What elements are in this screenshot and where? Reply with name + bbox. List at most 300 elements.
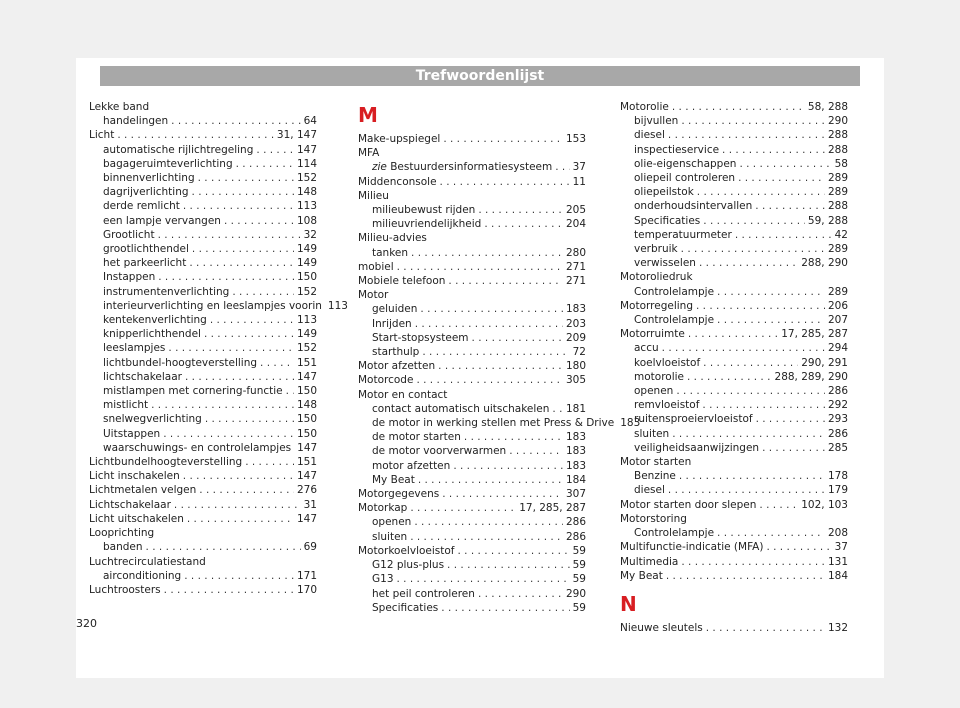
index-column-2 xyxy=(358,100,641,615)
dot-leader xyxy=(183,469,294,483)
dot-leader xyxy=(245,455,294,469)
index-entry-term: Motorolie xyxy=(620,101,669,113)
index-heading: Motor en contact xyxy=(358,388,448,401)
dot-leader xyxy=(422,345,569,359)
index-entry xyxy=(89,199,317,213)
index-entry-page: 148 xyxy=(296,399,317,412)
dot-leader xyxy=(703,356,798,370)
index-entry xyxy=(89,398,317,412)
index-entry-term: remvloeistof xyxy=(634,399,700,412)
index-entry-term: veiligheidsaanwijzingen xyxy=(634,441,760,454)
index-entry-page: 11 xyxy=(572,175,586,188)
dot-leader xyxy=(199,483,294,497)
index-entry-page: 293 xyxy=(827,413,848,426)
dot-leader xyxy=(717,313,825,327)
page-header xyxy=(100,66,860,86)
dot-leader xyxy=(440,175,570,189)
index-entry-page: 290 xyxy=(565,587,586,600)
index-entry-page: 153 xyxy=(565,133,586,145)
index-entry xyxy=(620,199,848,213)
index-entry xyxy=(89,185,317,199)
index-entry-page: 285 xyxy=(827,441,848,454)
index-entry-term: contact automatisch uitschakelen xyxy=(372,402,550,415)
index-entry-term: het peil controleren xyxy=(372,587,475,600)
index-entry-page: 151 xyxy=(296,356,317,369)
dot-leader xyxy=(232,285,294,299)
see-reference-target: Bestuurdersinformatiesysteem xyxy=(386,161,553,174)
index-entry xyxy=(620,100,848,114)
dot-leader xyxy=(443,132,563,146)
index-entry xyxy=(358,444,586,458)
index-entry-page: 17, 285, 287 xyxy=(519,502,586,515)
index-entry-page: 183 xyxy=(565,459,586,472)
index-entry-page: 286 xyxy=(565,516,586,529)
index-list-m xyxy=(358,132,641,615)
index-entry-term: Motor starten door slepen xyxy=(620,498,757,511)
dot-leader xyxy=(183,199,294,213)
index-entry-term: openen xyxy=(634,385,674,398)
index-entry-term: koelvloeistof xyxy=(634,356,701,369)
index-entry-page: 183 xyxy=(565,303,586,316)
index-entry-term: Inrijden xyxy=(372,317,412,330)
index-entry-term: openen xyxy=(372,516,412,529)
index-entry-page: 286 xyxy=(827,385,848,398)
index-entry xyxy=(89,455,317,469)
index-heading: Motorstoring xyxy=(620,512,687,525)
index-entry-page: 286 xyxy=(827,427,848,440)
index-entry-term: Middenconsole xyxy=(358,175,437,188)
dot-leader xyxy=(397,260,563,274)
index-entry-page: 59 xyxy=(572,601,586,614)
index-entry xyxy=(358,587,586,601)
index-entry-term: Make-upspiegel xyxy=(358,133,441,145)
index-entry-page: 37 xyxy=(572,161,586,174)
index-entry-page: 289 xyxy=(827,285,848,298)
dot-leader xyxy=(210,313,294,327)
dot-leader xyxy=(706,621,825,635)
index-entry-term: Motorkoelvloeistof xyxy=(358,544,455,557)
index-entry-page: 113 xyxy=(296,200,317,213)
index-entry-term: G13 xyxy=(372,573,394,586)
index-entry-term: bagageruimteverlichting xyxy=(103,157,233,170)
index-entry xyxy=(620,427,848,441)
dot-leader xyxy=(756,412,825,426)
index-entry-term: Motorcode xyxy=(358,374,414,387)
index-entry-page: 206 xyxy=(827,299,848,312)
dot-leader xyxy=(478,587,563,601)
index-entry-term: onderhoudsintervallen xyxy=(634,200,753,213)
index-entry-term: olie-eigenschappen xyxy=(634,157,737,170)
section-letter-n: N xyxy=(620,591,637,616)
index-entry-page: 288 xyxy=(827,200,848,213)
index-entry-page: 209 xyxy=(565,331,586,344)
index-entry xyxy=(620,313,848,327)
index-entry xyxy=(89,256,317,270)
index-entry xyxy=(620,483,848,497)
index-entry xyxy=(89,171,317,185)
dot-leader xyxy=(699,256,798,270)
dot-leader xyxy=(442,487,563,501)
index-entry-term: My Beat xyxy=(372,473,415,486)
index-list-n xyxy=(620,621,848,635)
index-entry-page: 37 xyxy=(834,541,848,554)
index-entry-page: 203 xyxy=(565,317,586,330)
index-entry-term: waarschuwings- en controlelampjes xyxy=(103,441,292,454)
index-entry-page: 147 xyxy=(296,370,317,383)
dot-leader xyxy=(158,270,294,284)
index-entry xyxy=(89,143,317,157)
index-entry-page: 151 xyxy=(296,456,317,469)
index-entry xyxy=(358,402,586,416)
index-entry-term: milieuvriendelijkheid xyxy=(372,218,482,231)
index-entry xyxy=(358,515,586,529)
dot-leader xyxy=(192,185,294,199)
index-column-3 xyxy=(620,100,848,635)
dot-leader xyxy=(453,459,563,473)
dot-leader xyxy=(146,540,301,554)
index-entry xyxy=(620,128,848,142)
dot-leader xyxy=(478,203,563,217)
index-entry-page: 290 xyxy=(827,115,848,128)
index-entry xyxy=(358,359,586,373)
index-entry-term: leeslampjes xyxy=(103,342,166,355)
index-entry-term: binnenverlichting xyxy=(103,172,195,185)
index-entry xyxy=(620,569,848,583)
index-entry-page: 184 xyxy=(827,569,848,582)
index-entry xyxy=(89,498,317,512)
index-entry xyxy=(620,185,848,199)
index-entry-page: 178 xyxy=(827,470,848,483)
index-entry-term: oliepeilstok xyxy=(634,186,694,199)
index-entry-page: 171 xyxy=(296,569,317,582)
index-entry-term: dagrijverlichting xyxy=(103,186,189,199)
index-entry-page: 113 xyxy=(327,299,348,312)
index-entry-term: My Beat xyxy=(620,569,663,582)
index-entry xyxy=(89,427,317,441)
dot-leader xyxy=(189,256,294,270)
dot-leader xyxy=(679,469,825,483)
index-entry xyxy=(89,370,317,384)
index-entry xyxy=(358,544,586,558)
index-entry-page: 59 xyxy=(572,573,586,586)
index-entry xyxy=(620,370,848,384)
index-entry-page: 59, 288 xyxy=(807,214,848,227)
index-entry-page: 289 xyxy=(827,186,848,199)
index-entry-term: mistlampen met cornering-functie xyxy=(103,385,283,398)
dot-leader xyxy=(418,473,563,487)
dot-leader xyxy=(766,540,831,554)
index-entry-term: knipperlichthendel xyxy=(103,328,201,341)
index-entry-page: 288, 289, 290 xyxy=(774,370,848,383)
dot-leader xyxy=(224,214,294,228)
dot-leader xyxy=(438,359,563,373)
dot-leader xyxy=(681,555,825,569)
index-entry-page: 31, 147 xyxy=(276,129,317,142)
index-entry-term: Instappen xyxy=(103,271,156,284)
index-entry-page: 289 xyxy=(827,243,848,256)
index-entry xyxy=(620,384,848,398)
dot-leader xyxy=(458,544,570,558)
index-entry-page: 59 xyxy=(572,544,586,557)
index-entry-page: 147 xyxy=(296,143,317,156)
dot-leader xyxy=(555,160,569,174)
index-entry xyxy=(620,469,848,483)
index-entry-term: lichtbundel-hoogteverstelling xyxy=(103,356,258,369)
index-heading: Looprichting xyxy=(89,527,155,540)
index-entry xyxy=(358,487,586,501)
index-entry-term: Uitstappen xyxy=(103,427,161,440)
dot-leader xyxy=(464,430,563,444)
dot-leader xyxy=(397,572,570,586)
dot-leader xyxy=(762,441,825,455)
index-entry-page: 288 xyxy=(827,129,848,142)
index-entry-term: Motor afzetten xyxy=(358,360,436,373)
index-entry xyxy=(620,285,848,299)
dot-leader xyxy=(739,157,831,171)
index-entry-page: 290, 291 xyxy=(801,356,848,369)
index-column-1 xyxy=(89,100,348,597)
index-entry-page: 150 xyxy=(296,413,317,426)
index-entry-page: 152 xyxy=(296,342,317,355)
index-entry xyxy=(358,416,641,430)
index-entry xyxy=(620,555,848,569)
index-entry-page: 131 xyxy=(827,555,848,568)
index-entry xyxy=(89,540,317,554)
dot-leader xyxy=(236,157,294,171)
dot-leader xyxy=(702,398,825,412)
index-entry xyxy=(620,621,848,635)
index-heading: MFA xyxy=(358,147,380,160)
index-entry-page: 207 xyxy=(827,314,848,327)
index-entry xyxy=(358,217,586,231)
index-entry-page: 69 xyxy=(303,541,317,554)
index-heading: Luchtrecirculatiestand xyxy=(89,555,206,568)
index-entry-term: Multimedia xyxy=(620,555,679,568)
index-entry-term: sluiten xyxy=(634,427,670,440)
index-entry-term: Nieuwe sleutels xyxy=(620,621,703,634)
index-entry xyxy=(358,317,586,331)
index-entry-term: handelingen xyxy=(103,115,169,128)
index-entry-term: kentekenverlichting xyxy=(103,314,207,327)
index-entry-term: Licht uitschakelen xyxy=(89,512,184,525)
index-entry-term: de motor voorverwarmen xyxy=(372,445,507,458)
dot-leader xyxy=(447,558,570,572)
dot-leader xyxy=(286,384,294,398)
index-heading: Milieu-advies xyxy=(358,232,427,245)
dot-leader xyxy=(668,483,825,497)
index-entry xyxy=(358,160,586,174)
index-entry-term: interieurverlichting en leeslampjes voorin xyxy=(103,299,322,312)
index-entry-term: Grootlicht xyxy=(103,228,155,241)
index-entry xyxy=(89,313,317,327)
index-heading: Milieu xyxy=(358,189,389,202)
dot-leader xyxy=(171,114,300,128)
index-entry-page: 150 xyxy=(296,427,317,440)
index-entry-page: 150 xyxy=(296,385,317,398)
dot-leader xyxy=(410,501,516,515)
index-entry-term: tanken xyxy=(372,246,409,259)
index-entry-page: 42 xyxy=(834,228,848,241)
index-entry xyxy=(358,132,586,146)
dot-leader xyxy=(688,327,778,341)
index-entry-term: Motorruimte xyxy=(620,328,685,341)
index-entry-term: starthulp xyxy=(372,346,420,359)
index-entry xyxy=(358,345,586,359)
dot-leader xyxy=(662,341,825,355)
index-entry xyxy=(358,601,586,615)
index-entry xyxy=(358,558,586,572)
index-entry-term: de motor starten xyxy=(372,431,461,444)
dot-leader xyxy=(738,171,825,185)
index-entry xyxy=(89,228,317,242)
index-entry-page: 17, 285, 287 xyxy=(781,328,848,341)
index-entry-term: diesel xyxy=(634,484,665,497)
index-entry-term: temperatuurmeter xyxy=(634,228,732,241)
dot-leader xyxy=(164,583,294,597)
index-entry-term: banden xyxy=(103,541,143,554)
index-entry-page: 208 xyxy=(827,527,848,540)
dot-leader xyxy=(205,412,294,426)
index-entry xyxy=(358,473,586,487)
index-entry-page: 108 xyxy=(296,214,317,227)
index-entry-page: 307 xyxy=(565,488,586,501)
index-entry-page: 147 xyxy=(296,512,317,525)
dot-leader xyxy=(717,526,825,540)
index-entry xyxy=(89,242,317,256)
index-entry-page: 149 xyxy=(296,257,317,270)
index-entry-page: 276 xyxy=(296,484,317,497)
index-entry-page: 147 xyxy=(296,470,317,483)
dot-leader xyxy=(681,242,825,256)
dot-leader xyxy=(666,569,825,583)
index-page xyxy=(76,58,884,678)
dot-leader xyxy=(256,143,294,157)
dot-leader xyxy=(672,427,825,441)
page-number: 320 xyxy=(76,617,97,630)
index-entry xyxy=(89,341,317,355)
index-entry xyxy=(620,256,848,270)
index-entry xyxy=(620,341,848,355)
index-entry-term: motorolie xyxy=(634,370,684,383)
index-entry-page: 149 xyxy=(296,328,317,341)
index-entry-page: 32 xyxy=(303,228,317,241)
dot-leader xyxy=(472,331,563,345)
index-entry-page: 292 xyxy=(827,399,848,412)
index-entry xyxy=(89,214,317,228)
index-entry-term: lichtschakelaar xyxy=(103,370,182,383)
index-entry-page: 148 xyxy=(296,186,317,199)
index-entry xyxy=(358,530,586,544)
index-entry xyxy=(358,430,586,444)
index-entry-term: Motorregeling xyxy=(620,299,693,312)
dot-leader xyxy=(697,185,825,199)
index-entry-term: Mobiele telefoon xyxy=(358,275,446,288)
index-entry xyxy=(358,331,586,345)
index-entry-page: 31 xyxy=(303,498,317,511)
index-entry-page: 271 xyxy=(565,260,586,273)
index-entry-page: 183 xyxy=(565,445,586,458)
index-heading: Lekke band xyxy=(89,101,150,113)
see-reference-label: zie xyxy=(372,161,387,174)
index-entry-term: Lichtbundelhoogteverstelling xyxy=(89,456,243,469)
index-entry-term: grootlichthendel xyxy=(103,243,189,256)
index-entry-page: 72 xyxy=(572,346,586,359)
index-entry-term: Multifunctie-indicatie (MFA) xyxy=(620,541,764,554)
index-entry-page: 305 xyxy=(565,374,586,387)
index-entry-page: 280 xyxy=(565,246,586,259)
index-entry-page: 180 xyxy=(565,360,586,373)
dot-leader xyxy=(204,327,294,341)
index-entry-page: 183 xyxy=(620,417,641,430)
index-list-m-continued xyxy=(620,100,848,583)
dot-leader xyxy=(552,402,563,416)
index-entry xyxy=(89,512,317,526)
index-entry-term: Motorkap xyxy=(358,502,408,515)
index-entry xyxy=(620,327,848,341)
dot-leader xyxy=(696,299,825,313)
index-entry xyxy=(620,398,848,412)
index-entry-page: 179 xyxy=(827,484,848,497)
index-entry xyxy=(89,270,317,284)
index-entry xyxy=(358,260,586,274)
index-heading: Motor xyxy=(358,289,389,302)
index-entry xyxy=(358,501,586,515)
dot-leader xyxy=(509,444,563,458)
index-entry-term: Specificaties xyxy=(634,214,701,227)
index-entry xyxy=(358,459,586,473)
index-entry-term: Motorgegevens xyxy=(358,488,440,501)
dot-leader xyxy=(184,569,294,583)
index-entry xyxy=(89,483,317,497)
index-entry xyxy=(358,175,586,189)
index-entry xyxy=(89,356,317,370)
index-entry xyxy=(358,373,586,387)
index-entry-page: 113 xyxy=(296,314,317,327)
index-entry-term: Controlelampje xyxy=(634,527,715,540)
dot-leader xyxy=(722,143,825,157)
index-entry-page: 204 xyxy=(565,218,586,231)
index-entry-term: Start-stopsysteem xyxy=(372,331,469,344)
index-entry xyxy=(358,203,586,217)
index-entry xyxy=(620,242,848,256)
index-entry-page: 150 xyxy=(296,271,317,284)
index-entry-term: instrumentenverlichting xyxy=(103,285,230,298)
dot-leader xyxy=(687,370,772,384)
dot-leader xyxy=(163,427,294,441)
index-entry-page: 58, 288 xyxy=(807,101,848,113)
index-entry-term: verwisselen xyxy=(634,257,696,270)
index-entry-term: sluiten xyxy=(372,530,408,543)
dot-leader xyxy=(484,217,563,231)
index-entry-term: oliepeil controleren xyxy=(634,172,736,185)
index-entry-page: 288 xyxy=(827,143,848,156)
index-entry-page: 147 xyxy=(297,441,318,454)
index-entry-term: mistlicht xyxy=(103,399,149,412)
index-entry xyxy=(620,114,848,128)
index-entry xyxy=(358,274,586,288)
index-entry xyxy=(89,157,317,171)
index-entry xyxy=(620,498,848,512)
index-entry xyxy=(620,441,848,455)
index-entry-page: 205 xyxy=(565,204,586,217)
index-entry-page: 181 xyxy=(565,402,586,415)
index-entry-page: 271 xyxy=(565,275,586,288)
index-entry-page: 288, 290 xyxy=(801,257,848,270)
index-entry xyxy=(620,214,848,228)
index-entry-term: Licht xyxy=(89,129,115,142)
dot-leader xyxy=(681,114,825,128)
index-entry-term: automatische rijlichtregeling xyxy=(103,143,254,156)
